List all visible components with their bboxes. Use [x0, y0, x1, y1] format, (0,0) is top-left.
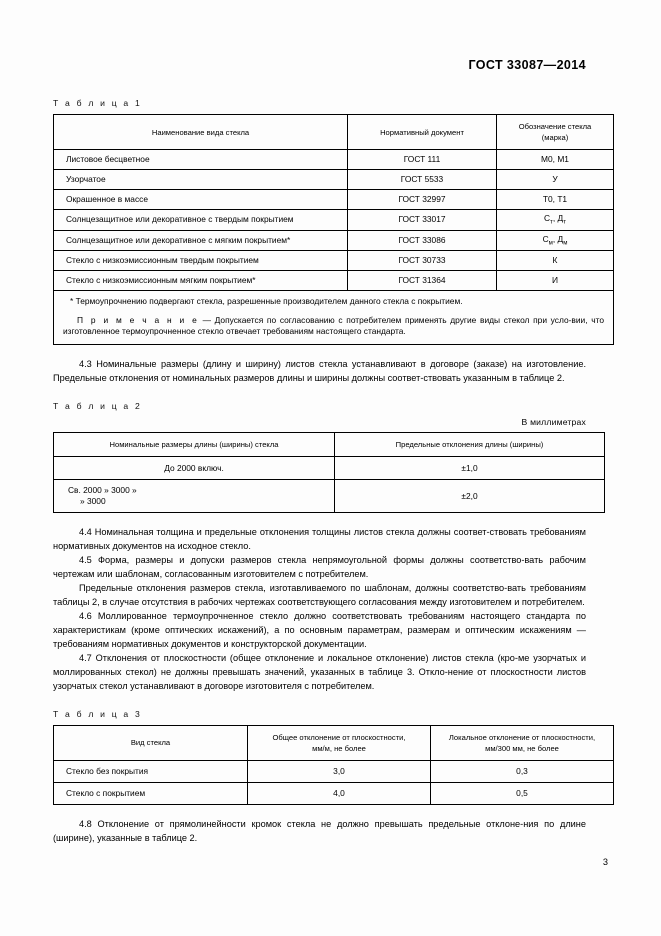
table-1-caption: Т а б л и ц а 1 [53, 98, 142, 108]
table-3-header-overall [248, 725, 431, 760]
paragraph-4-5: 4.5 Форма, размеры и допуски размеров стекла непрямоугольной формы должны соответство-вать рабочим чертежам или шаблонам, согласованным изготовителем с потребителем. [53, 554, 586, 579]
paragraph-4-5b: Предельные отклонения размеров стекла, изготавливаемого по шаблонам, должны соответство-вать требованиям таблицы 2, в случае отсутствия в рабочих чертежах соответствующего согласования между изготовителем и потребителем. [53, 582, 586, 607]
table-1-note-label: П р и м е ч а н и е [77, 315, 199, 326]
table-1-footnote: * Термоупрочнению подвергают стекла, разрешенные производителем данного стекла с покрытием. [70, 296, 463, 307]
table-1-cell-mark: И [497, 271, 614, 291]
table-1-header-name: Наименование вида стекла [54, 115, 348, 150]
table-2-header-dev: Предельные отклонения длины (ширины) [335, 432, 605, 456]
page-number: 3 [602, 857, 608, 867]
table-3-header-overall-line1: Общее отклонение от плоскостности, [272, 732, 406, 742]
table-1-header-mark-line2: (марка) [541, 133, 569, 142]
table-1-cell-mark: У [497, 170, 614, 190]
table-row [54, 782, 614, 804]
table-1-cell-name: Стекло с низкоэмиссионным твердым покрытием [54, 251, 348, 271]
table-3-header-row [54, 725, 614, 760]
table-2-cell-size: До 2000 включ. [54, 456, 335, 479]
table-1-cell-doc: ГОСТ 111 [348, 150, 497, 170]
table-1-cell-name: Узорчатое [54, 170, 348, 190]
standard-header: ГОСТ 33087—2014 [468, 58, 586, 72]
table-3-header-local-line1: Локальное отклонение от плоскостности, [448, 732, 596, 742]
table-1-note-row [54, 291, 614, 345]
table-3-cell-overall: 3,0 [248, 760, 431, 782]
table-1-cell-doc: ГОСТ 32997 [348, 190, 497, 210]
page-content [53, 58, 604, 846]
table-1-cell-name: Солнцезащитное или декоративное с мягким покрытием* [54, 230, 348, 251]
table-3-cell-kind: Стекло без покрытия [54, 760, 248, 782]
table-3-head [54, 725, 614, 760]
table-1-cell-name: Солнцезащитное или декоративное с твердым покрытием [54, 210, 348, 231]
paragraph-4-7: 4.7 Отклонения от плоскостности (общее отклонение и локальное отклонение) листов стекла (кро-ме узорчатых и моллированных стекол) не должны превышать значений, указанных в таблице 3. Откло-нение от плоскостности листов узорчатых стекол устанавливают в договоре изготовителя с потребителем. [53, 652, 586, 691]
table-2-head [54, 432, 605, 456]
table-1-cell-name: Стекло с низкоэмиссионным мягким покрытием* [54, 271, 348, 291]
table-row [54, 230, 614, 251]
table-row [54, 210, 614, 231]
table-3-body [54, 760, 614, 804]
table-1-cell-name: Окрашенное в массе [54, 190, 348, 210]
table-1-body [54, 150, 614, 345]
table-row [54, 190, 614, 210]
table-row [54, 150, 614, 170]
table-3-header-kind: Вид стекла [54, 725, 248, 760]
table-1-head [54, 115, 614, 150]
table-1-note-text: — Допускается по согласованию с потребителем применять другие виды стекол при усло-вии, что изготовленное термоупрочненное стекло отвечает требованиям настоящего стандарта. [63, 315, 604, 337]
table-row [54, 271, 614, 291]
paragraph-4-4: 4.4 Номинальная толщина и предельные отклонения толщины листов стекла должны соответ-ствовать требованиям нормативных документов на исходное стекло. [53, 526, 586, 551]
table-row [54, 456, 605, 479]
table-row [54, 251, 614, 271]
paragraph-4-8-block [53, 818, 586, 846]
paragraph-4-6: 4.6 Моллированное термоупрочненное стекло должно соответствовать требованиям настоящего стандарта по характеристикам (кроме оптических искажений), а по основным параметрам, размерам и оптическим искажениям — требованиям нормативных документов и конструкторской документации. [53, 610, 586, 649]
paragraph-4-3-block [53, 358, 586, 386]
table-2-header-size: Номинальные размеры длины (ширины) стекла [54, 432, 335, 456]
table-1-header-row [54, 115, 614, 150]
table-2-cell-dev: ±2,0 [335, 479, 605, 512]
table-3-cell-kind: Стекло с покрытием [54, 782, 248, 804]
table-1-note [63, 315, 604, 337]
table-2-caption: Т а б л и ц а 2 [53, 400, 142, 411]
table-2-units: В миллиметрах [521, 416, 586, 427]
table-1-cell-doc: ГОСТ 5533 [348, 170, 497, 190]
table-1-header-mark [497, 115, 614, 150]
table-3-caption: Т а б л и ц а 3 [53, 708, 142, 719]
table-1-cell-doc: ГОСТ 31364 [348, 271, 497, 291]
table-3-header-local-line2: мм/300 мм, не более [485, 743, 559, 753]
table-1-note-cell [54, 291, 614, 345]
table-1-header-doc: Нормативный документ [348, 115, 497, 150]
table-2-cell-size-line1: Св. 2000 » 3000 » [68, 485, 137, 496]
table-3-header-local [431, 725, 614, 760]
table-row [54, 760, 614, 782]
paragraph-4-8: 4.8 Отклонение от прямолинейности кромок стекла не должно превышать предельные отклоне-ния по длине (ширине), указанные в таблице 2. [53, 818, 586, 843]
table-3-cell-local: 0,5 [431, 782, 614, 804]
table-1-cell-doc: ГОСТ 33086 [348, 230, 497, 251]
table-row [54, 479, 605, 512]
table-1-cell-doc: ГОСТ 33017 [348, 210, 497, 231]
table-3-cell-local: 0,3 [431, 760, 614, 782]
table-1 [53, 114, 614, 345]
paragraph-4-3: 4.3 Номинальные размеры (длину и ширину) листов стекла устанавливают в договоре (заказе) на изготовление. Предельные отклонения от номинальных размеров длины и ширины должны соответ-ствовать указанным в таблице 2. [53, 359, 586, 383]
table-3 [53, 725, 614, 805]
table-1-cell-mark: М0, М1 [497, 150, 614, 170]
paragraphs-44-47-block [53, 526, 586, 694]
table-row [54, 170, 614, 190]
table-1-header-mark-line1: Обозначение стекла [518, 122, 592, 131]
table-2-cell-dev: ±1,0 [335, 456, 605, 479]
table-2-cell-size [54, 479, 335, 512]
table-2-body [54, 456, 605, 512]
table-3-header-overall-line2: мм/м, не более [312, 743, 366, 753]
table-1-cell-mark: $С_т$, $Д_т$ [497, 210, 614, 231]
table-1-cell-doc: ГОСТ 30733 [348, 251, 497, 271]
table-1-cell-name: Листовое бесцветное [54, 150, 348, 170]
table-2 [53, 432, 605, 513]
table-2-cell-size-line2: » 3000 [80, 495, 106, 506]
table-1-cell-mark: $С_м$, $Д_м$ [497, 230, 614, 251]
table-3-cell-overall: 4,0 [248, 782, 431, 804]
table-1-cell-mark: К [497, 251, 614, 271]
table-1-cell-mark: Т0, Т1 [497, 190, 614, 210]
table-2-header-row [54, 432, 605, 456]
